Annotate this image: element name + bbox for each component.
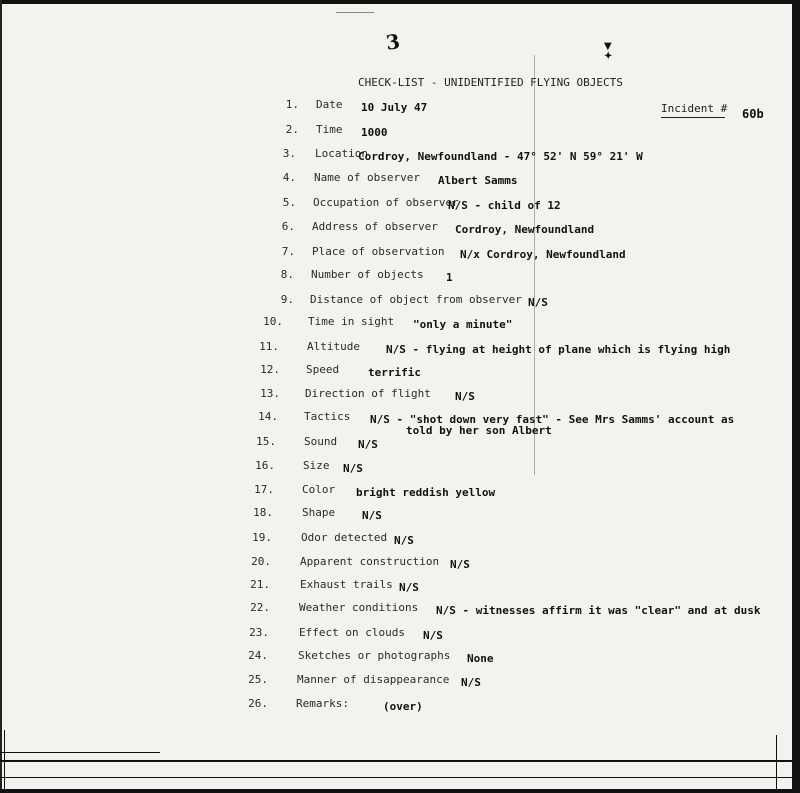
item-label: Remarks: [296,697,349,710]
item-value: 1000 [361,126,388,139]
item-label: Altitude [307,340,360,353]
item-label: Occupation of observer [313,196,459,209]
item-value: N/S [455,390,475,403]
item-number: 19. [252,531,272,544]
bottom-rule [0,777,792,778]
item-value: N/S [343,462,363,475]
item-value-continued: told by her son Albert [406,424,552,437]
item-number: 13. [260,387,280,400]
item-number: 26. [248,697,268,710]
item-number: 1. [285,98,299,111]
fold-line [534,55,535,475]
item-number: 21. [250,578,270,591]
incident-number: 60b [742,107,764,121]
item-value: N/S [528,296,548,309]
item-number: 23. [249,626,269,639]
item-value: "only a minute" [413,318,513,331]
item-number: 6. [281,220,295,233]
item-number: 9. [280,293,294,306]
item-label: Time [316,123,343,136]
item-number: 12. [260,363,280,376]
item-value: N/x Cordroy, Newfoundland [460,248,626,261]
incident-label: Incident # [661,102,728,115]
item-number: 18. [253,506,273,519]
item-number: 20. [251,555,271,568]
incident-underline [661,117,725,118]
item-value: N/S [394,534,414,547]
item-value: N/S - witnesses affirm it was "clear" and at dusk [436,604,761,617]
item-label: Place of observation [312,245,445,258]
item-value: N/S [399,581,419,594]
scan-border-left [0,0,2,793]
item-label: Distance of object from observer [310,293,522,306]
item-label: Size [303,459,330,472]
item-value: 10 July 47 [361,101,428,114]
item-label: Manner of disappearance [297,673,450,686]
arrow-mark-icon: ▼ ✦ [604,41,613,62]
item-label: Apparent construction [300,555,440,568]
scan-edge-mark [4,730,5,793]
item-value: Cordroy, Newfoundland [455,223,595,236]
item-number: 10. [263,315,283,328]
item-number: 2. [285,123,299,136]
item-value: N/S - flying at height of plane which is flying high [386,343,731,356]
item-number: 7. [281,245,295,258]
item-value: N/S [450,558,470,571]
item-number: 5. [282,196,296,209]
item-label: Exhaust trails [300,578,393,591]
item-value: Albert Samms [438,174,518,187]
scan-edge-mark [776,735,777,793]
item-label: Effect on clouds [299,626,405,639]
scan-border-right [792,0,800,793]
item-value: N/S [423,629,443,642]
item-label: Address of observer [312,220,438,233]
item-label: Location [315,147,368,160]
item-number: 16. [255,459,275,472]
item-number: 15. [256,435,276,448]
item-number: 25. [248,673,268,686]
item-label: Date [316,98,343,111]
item-value: terrific [368,366,421,379]
corner-mark: 3 [384,29,402,55]
item-number: 14. [258,410,278,423]
item-number: 22. [250,601,270,614]
item-label: Tactics [304,410,351,423]
item-label: Weather conditions [299,601,419,614]
item-label: Name of observer [314,171,420,184]
item-number: 17. [254,483,274,496]
item-value: N/S - "shot down very fast" - See Mrs Samms' account as [370,413,735,426]
item-label: Speed [306,363,340,376]
item-value: N/S [362,509,382,522]
item-label: Time in sight [308,315,395,328]
item-label: Number of objects [311,268,424,281]
item-label: Sound [304,435,338,448]
bottom-rule [0,752,160,753]
item-label: Color [302,483,336,496]
item-number: 24. [248,649,268,662]
item-value: N/S [358,438,378,451]
item-number: 11. [259,340,279,353]
item-label: Direction of flight [305,387,431,400]
item-number: 3. [282,147,296,160]
item-value: None [467,652,494,665]
item-label: Sketches or photographs [298,649,451,662]
scan-border-top [0,0,800,4]
item-value: bright reddish yellow [356,486,496,499]
item-value: N/S [461,676,481,689]
item-value: 1 [446,271,453,284]
item-number: 8. [280,268,294,281]
bottom-edge [0,789,800,793]
scan-dash [336,12,374,13]
item-value: N/S - child of 12 [448,199,561,212]
page-title: CHECK-LIST - UNIDENTIFIED FLYING OBJECTS [358,76,623,89]
item-value: (over) [383,700,423,713]
item-label: Shape [302,506,336,519]
bottom-rule [0,760,792,762]
item-label: Odor detected [301,531,388,544]
item-number: 4. [282,171,296,184]
item-value: Cordroy, Newfoundland - 47° 52' N 59° 21' W [358,150,643,163]
